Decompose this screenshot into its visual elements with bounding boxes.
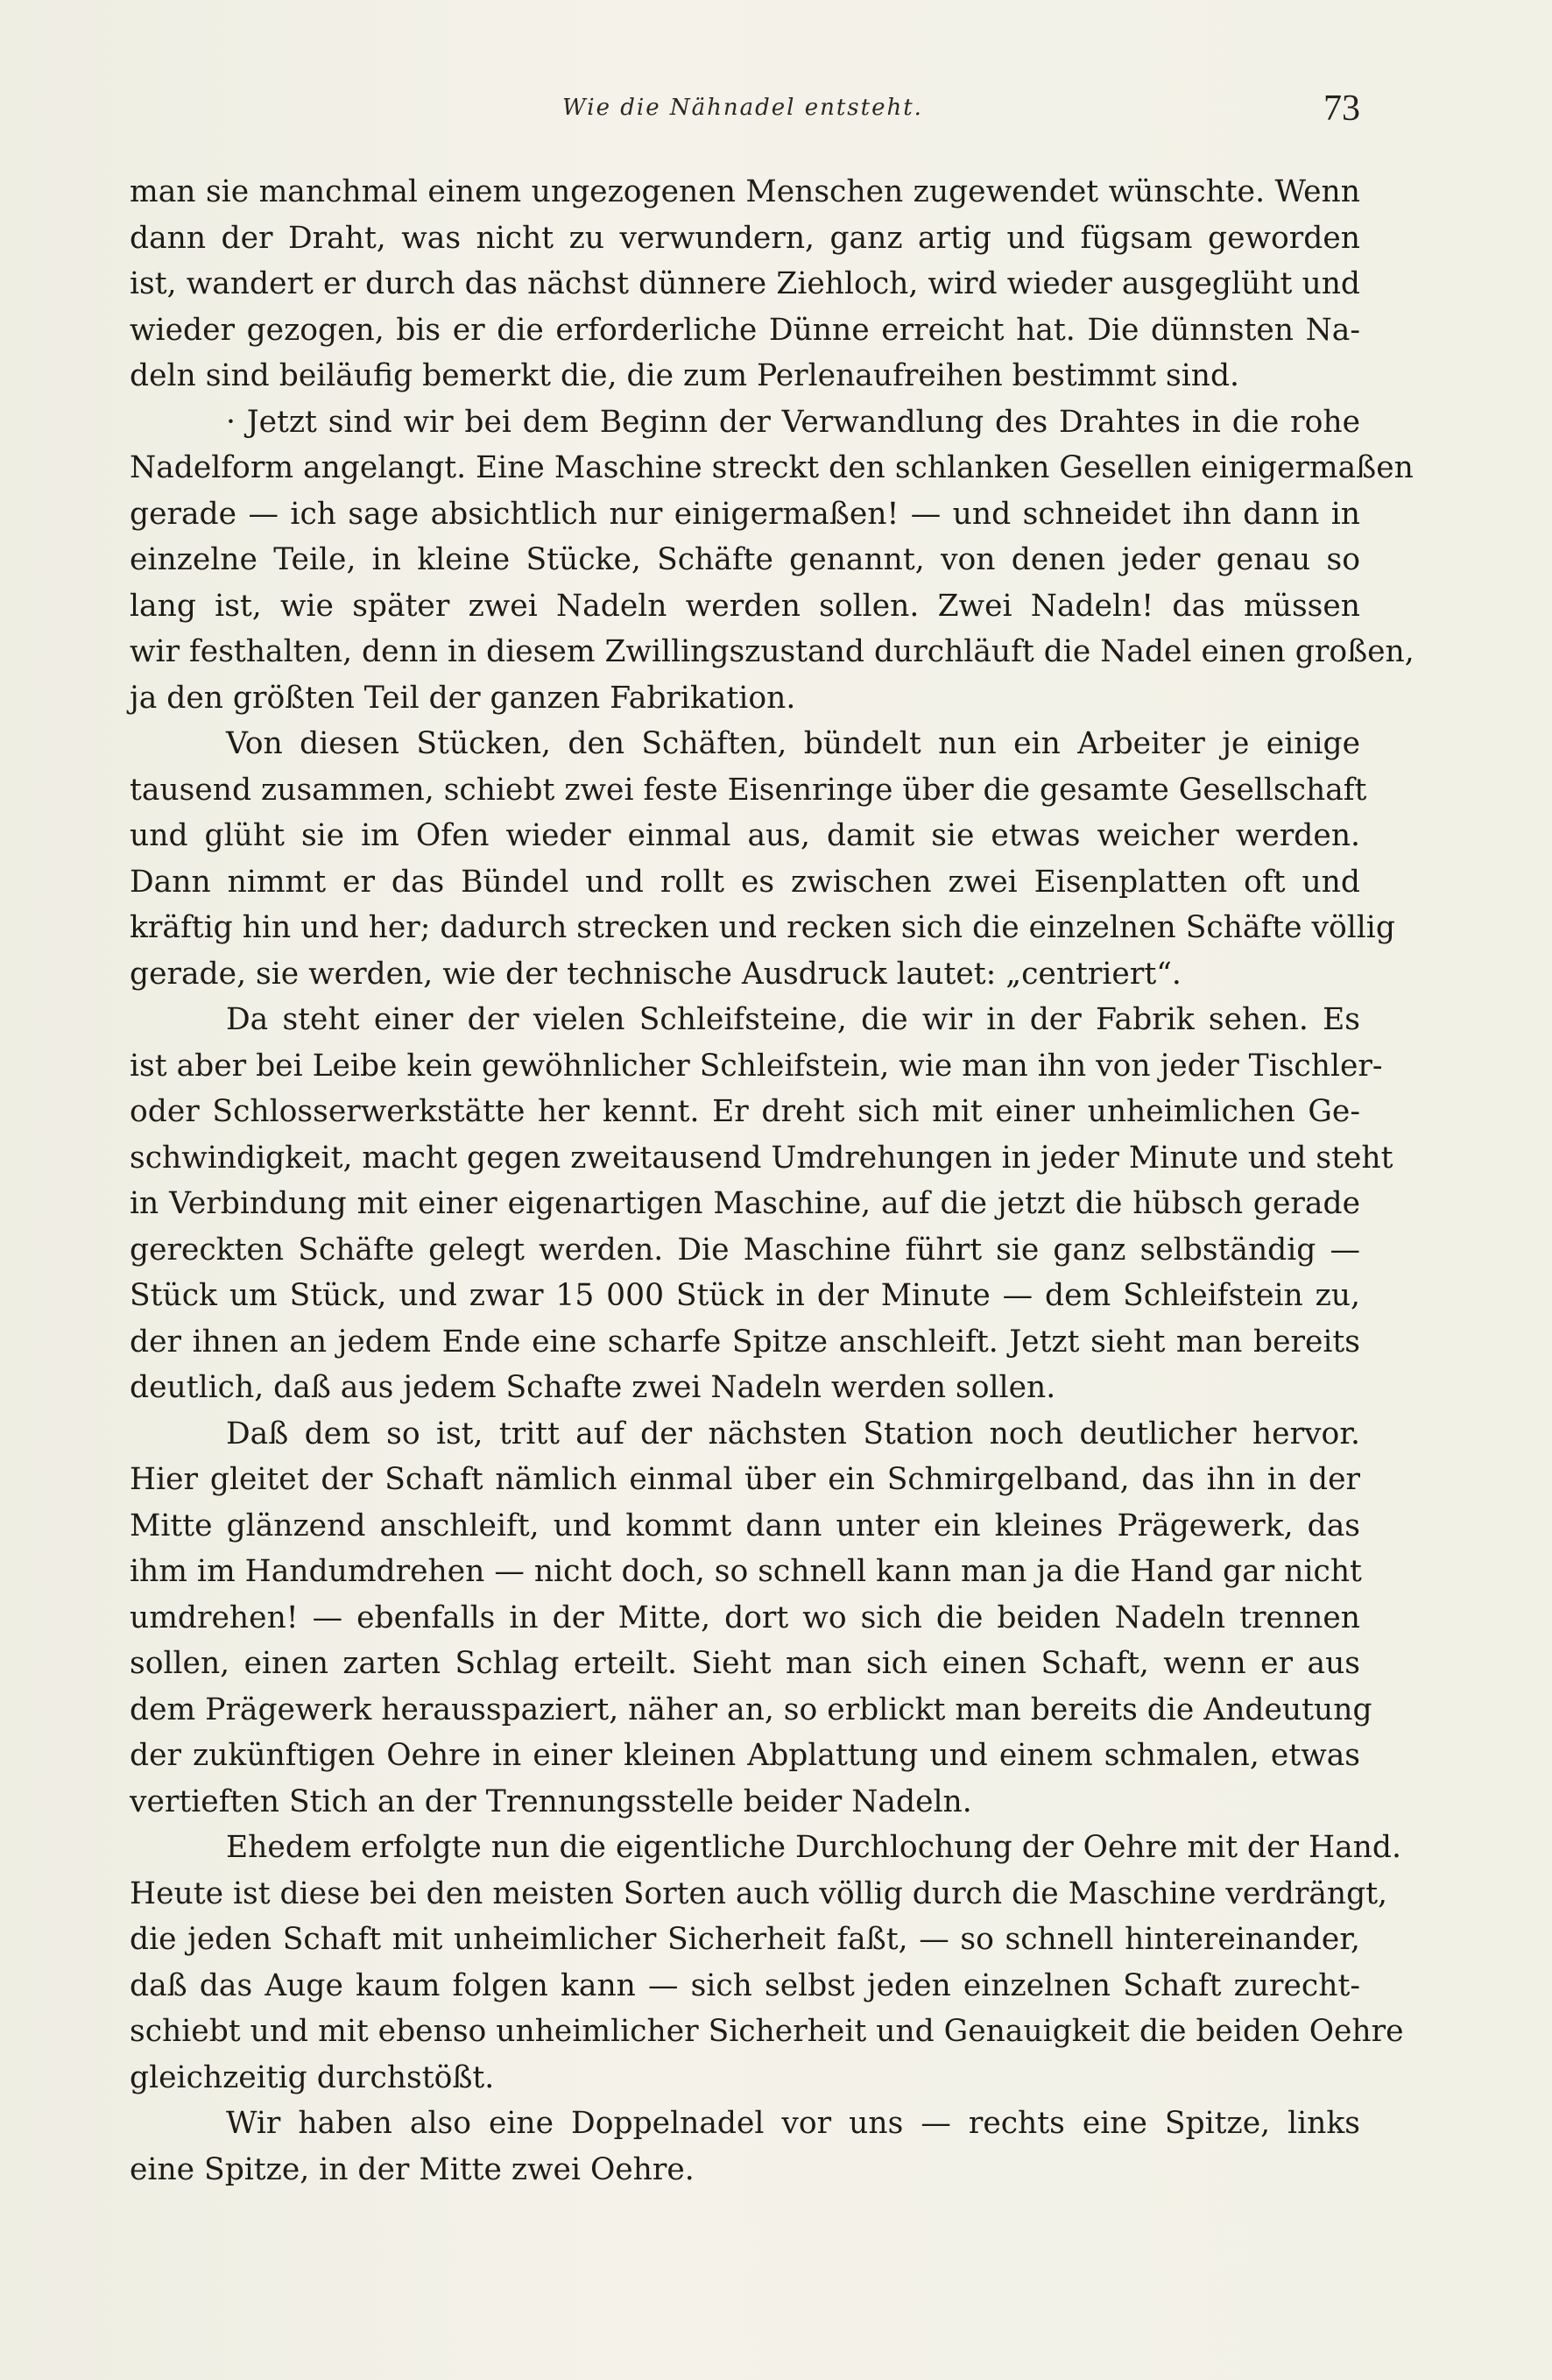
text-line: der ihnen an jedem Ende eine scharfe Spitze anschleift. Jetzt sieht man bereits <box>130 1324 1360 1359</box>
text-line: der zukünftigen Oehre in einer kleinen Abplattung und einem schmalen, etwas <box>130 1738 1360 1773</box>
running-title: Wie die Nähnadel entsteht. <box>562 95 923 121</box>
text-line: · Jetzt sind wir bei dem Beginn der Verwandlung des Drahtes in die rohe <box>226 404 1360 440</box>
text-line: Da steht einer der vielen Schleifsteine, die wir in der Fabrik sehen. Es <box>226 1002 1360 1037</box>
text-line: Hier gleitet der Schaft nämlich einmal über ein Schmirgelband, das ihn in der <box>130 1462 1360 1497</box>
body-text <box>130 169 1414 2193</box>
text-line: in Verbindung mit einer eigenartigen Maschine, auf die jetzt die hübsch gerade <box>130 1186 1360 1221</box>
text-line: Nadelform angelangt. Eine Maschine streckt den schlanken Gesellen einigermaßen <box>130 450 1414 485</box>
text-line: Mitte glänzend anschleift, und kommt dann unter ein kleines Prägewerk, das <box>130 1508 1360 1543</box>
text-line: ist, wandert er durch das nächst dünnere Ziehloch, wird wieder ausgeglüht und <box>130 266 1360 301</box>
text-line: schiebt und mit ebenso unheimlicher Sicherheit und Genauigkeit die beiden Oehre <box>130 2014 1404 2049</box>
text-line: tausend zusammen, schiebt zwei feste Eisenringe über die gesamte Gesellschaft <box>130 772 1367 808</box>
text-line: ist aber bei Leibe kein gewöhnlicher Schleifstein, wie man ihn von jeder Tischler- <box>130 1048 1383 1084</box>
text-line: Daß dem so ist, tritt auf der nächsten Station noch deutlicher hervor. <box>226 1416 1360 1451</box>
text-line: Von diesen Stücken, den Schäften, bündelt nun ein Arbeiter je einige <box>226 726 1360 761</box>
text-line: die jeden Schaft mit unheimlicher Sicherheit faßt, — so schnell hintereinander, <box>130 1922 1360 1957</box>
text-line: man sie manchmal einem ungezogenen Menschen zugewendet wünschte. Wenn <box>130 174 1360 209</box>
text-line: einzelne Teile, in kleine Stücke, Schäfte genannt, von denen jeder genau so <box>130 542 1360 577</box>
page-header <box>130 88 1360 140</box>
text-line: Wir haben also eine Doppelnadel vor uns — rechts eine Spitze, links <box>226 2106 1360 2141</box>
text-line: sollen, einen zarten Schlag erteilt. Sieht man sich einen Schaft, wenn er aus <box>130 1646 1360 1681</box>
text-line: dann der Draht, was nicht zu verwundern, ganz artig und fügsam geworden <box>130 220 1360 256</box>
text-line: gereckten Schäfte gelegt werden. Die Maschine führt sie ganz selbständig — <box>130 1232 1360 1268</box>
text-line: Ehedem erfolgte nun die eigentliche Durchlochung der Oehre mit der Hand. <box>226 1830 1401 1865</box>
text-line: wir festhalten, denn in diesem Zwillingszustand durchläuft die Nadel einen großen, <box>130 634 1414 669</box>
text-line: Stück um Stück, und zwar 15 000 Stück in der Minute — dem Schleifstein zu, <box>130 1278 1360 1313</box>
text-line: ja den größten Teil der ganzen Fabrikation. <box>130 680 796 716</box>
text-line: und glüht sie im Ofen wieder einmal aus, damit sie etwas weicher werden. <box>130 818 1360 853</box>
text-line: lang ist, wie später zwei Nadeln werden sollen. Zwei Nadeln! das müssen <box>130 588 1360 624</box>
text-line: wieder gezogen, bis er die erforderliche Dünne erreicht hat. Die dünnsten Na- <box>130 312 1360 348</box>
text-line: daß das Auge kaum folgen kann — sich selbst jeden einzelnen Schaft zurecht- <box>130 1967 1360 2003</box>
text-line: gleichzeitig durchstößt. <box>130 2059 495 2095</box>
text-line: schwindigkeit, macht gegen zweitausend Umdrehungen in jeder Minute und steht <box>130 1140 1393 1176</box>
text-line: Heute ist diese bei den meisten Sorten auch völlig durch die Maschine verdrängt, <box>130 1875 1388 1911</box>
text-line: gerade, sie werden, wie der technische Ausdruck lautet: „centriert“. <box>130 956 1182 992</box>
text-line: oder Schlosserwerkstätte her kennt. Er dreht sich mit einer unheimlichen Ge- <box>130 1094 1360 1129</box>
text-line: vertieften Stich an der Trennungsstelle beider Nadeln. <box>130 1783 972 1819</box>
text-line: kräftig hin und her; dadurch strecken und recken sich die einzelnen Schäfte völlig <box>130 910 1395 945</box>
text-line: deln sind beiläufig bemerkt die, die zum Perlenaufreihen bestimmt sind. <box>130 358 1239 393</box>
text-line: ihm im Handumdrehen — nicht doch, so schnell kann man ja die Hand gar nicht <box>130 1554 1362 1589</box>
text-line: umdrehen! — ebenfalls in der Mitte, dort wo sich die beiden Nadeln trennen <box>130 1600 1360 1635</box>
text-line: eine Spitze, in der Mitte zwei Oehre. <box>130 2151 695 2187</box>
text-line: dem Prägewerk herausspaziert, näher an, so erblickt man bereits die Andeutung <box>130 1691 1372 1727</box>
text-line: gerade — ich sage absichtlich nur einigermaßen! — und schneidet ihn dann in <box>130 496 1360 532</box>
text-line: Dann nimmt er das Bündel und rollt es zwischen zwei Eisenplatten oft und <box>130 864 1360 900</box>
page-number: 73 <box>1323 88 1360 129</box>
text-line: deutlich, daß aus jedem Schafte zwei Nadeln werden sollen. <box>130 1370 1056 1405</box>
